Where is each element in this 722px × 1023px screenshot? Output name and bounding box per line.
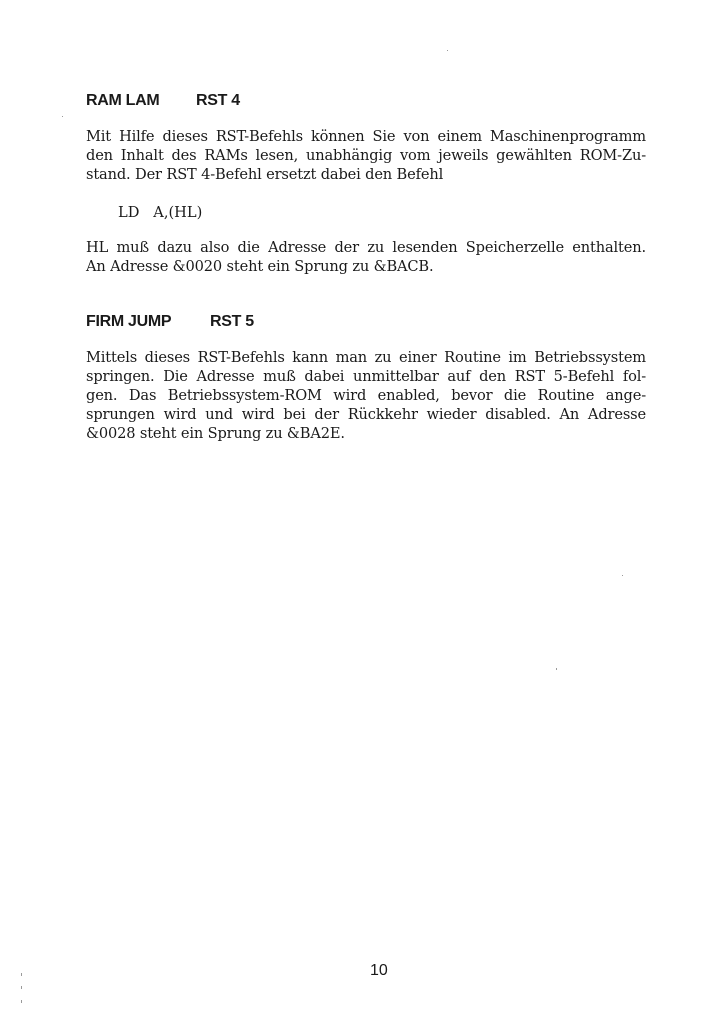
page-number: 10 bbox=[370, 962, 388, 979]
paragraph-line: &0028 steht ein Sprung zu &BA2E. bbox=[86, 425, 345, 442]
scan-speck bbox=[21, 973, 22, 976]
section-title: RAM LAM bbox=[86, 92, 160, 109]
section-paragraph bbox=[86, 348, 646, 443]
section-paragraph bbox=[86, 127, 646, 184]
paragraph-line: gen. Das Betriebssystem-ROM wird enabled, bevor die Routine ange- bbox=[86, 387, 646, 404]
section-code: RST 5 bbox=[210, 313, 254, 330]
paragraph-line: sprungen wird und wird bei der Rückkehr wieder disabled. An Adresse bbox=[86, 406, 646, 423]
paragraph-line: Mit Hilfe dieses RST-Befehls können Sie von einem Maschinenprogramm bbox=[86, 128, 646, 145]
paragraph-line: stand. Der RST 4-Befehl ersetzt dabei den Befehl bbox=[86, 166, 444, 183]
section-heading-ram-lam bbox=[86, 92, 240, 110]
section-title: FIRM JUMP bbox=[86, 313, 172, 330]
scan-speck bbox=[622, 575, 623, 576]
section-code: RST 4 bbox=[196, 92, 240, 109]
section-paragraph bbox=[86, 238, 646, 276]
scan-speck bbox=[21, 1000, 22, 1003]
paragraph-line: An Adresse &0020 steht ein Sprung zu &BACB. bbox=[86, 258, 434, 275]
paragraph-line: Mittels dieses RST-Befehls kann man zu einer Routine im Betriebssystem bbox=[86, 349, 646, 366]
paragraph-line: springen. Die Adresse muß dabei unmittelbar auf den RST 5-Befehl fol- bbox=[86, 368, 646, 385]
scan-speck bbox=[556, 668, 557, 670]
paragraph-line: HL muß dazu also die Adresse der zu lesenden Speicherzelle enthalten. bbox=[86, 239, 646, 256]
paragraph-line: den Inhalt des RAMs lesen, unabhängig vom jeweils gewählten ROM-Zu- bbox=[86, 147, 646, 164]
scan-speck bbox=[21, 986, 22, 989]
code-example: LD A,(HL) bbox=[118, 204, 203, 221]
scan-speck bbox=[447, 50, 448, 51]
scan-speck bbox=[62, 116, 63, 117]
section-heading-firm-jump bbox=[86, 313, 254, 331]
